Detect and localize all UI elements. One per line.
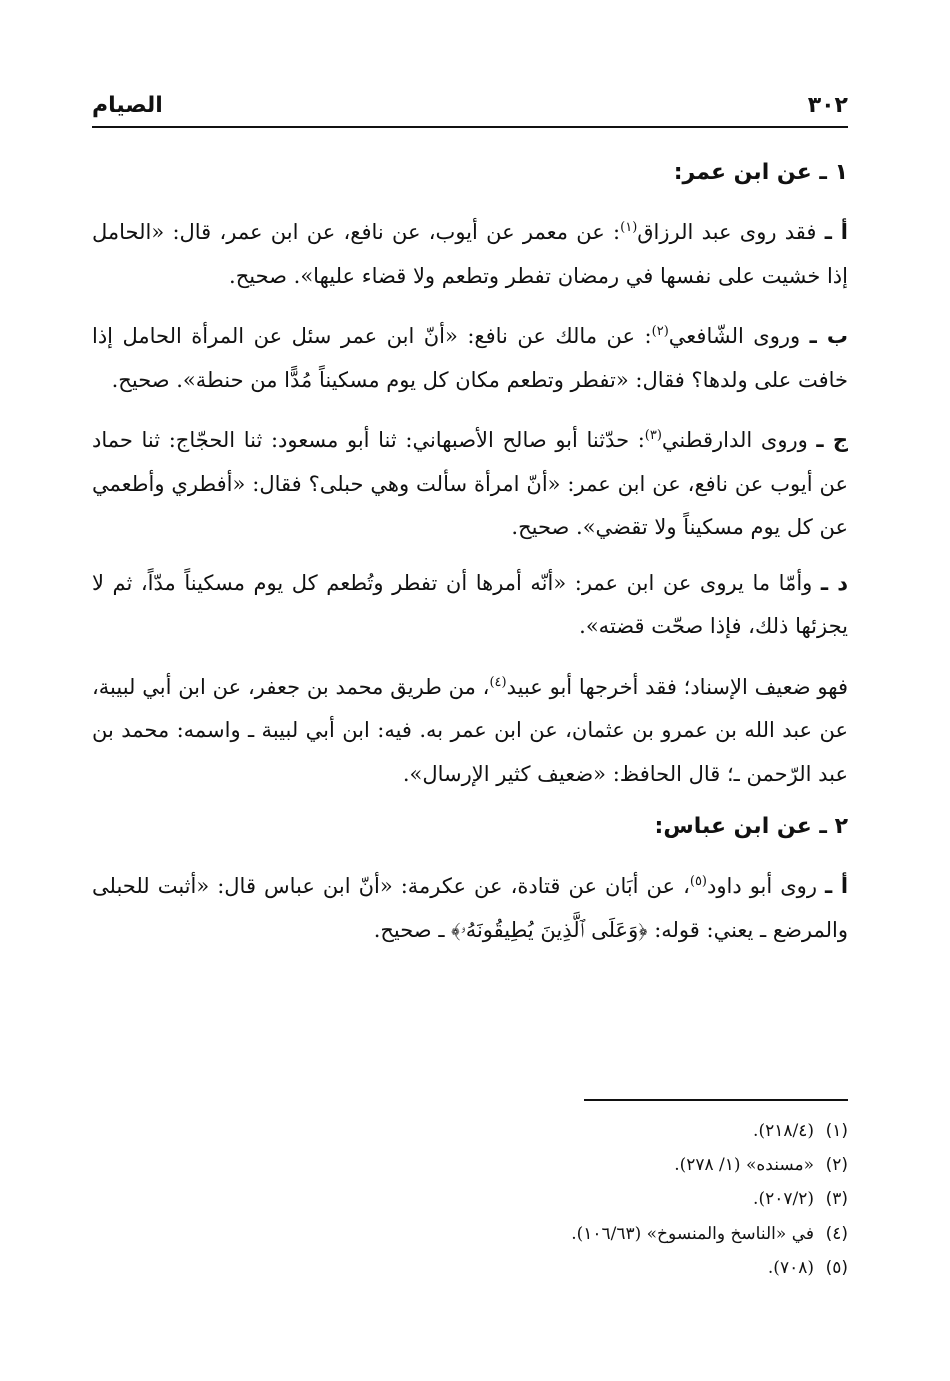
- footnote-item: [92, 1114, 848, 1148]
- paragraph-marker: ج ـ: [816, 428, 848, 452]
- paragraph-text: روى أبو داود: [707, 874, 825, 898]
- page-number: ٣٠٢: [807, 92, 848, 118]
- footnote-text: في «الناسخ والمنسوخ» (١٠٦/٦٣).: [571, 1223, 814, 1244]
- footnotes: [92, 1114, 848, 1285]
- footnote-number: (٣): [825, 1189, 848, 1210]
- paragraph-text: : عن معمر عن أيوب، عن نافع، عن ابن عمر، قال: «الحامل إذا خشيت على نفسها في رمضان تفطر وتطعم ولا قضاء عليها». صحيح.: [92, 220, 848, 288]
- footnote-item: [92, 1217, 848, 1251]
- paragraph-marker: أ ـ: [824, 874, 849, 898]
- paragraph-marker: ب ـ: [809, 324, 849, 348]
- footnote-number: (١): [825, 1121, 848, 1141]
- paragraph-text: : حدّثنا أبو صالح الأصبهاني: ثنا أبو مسعود: ثنا الحجّاج: ثنا حماد عن أيوب عن نافع، عن ابن عمر: «أنّ امرأة سألت وهي حبلى؟ فقال: «أفطري وأطعمي عن كل يوم مسكيناً ولا تقضي». صحيح.: [92, 428, 848, 539]
- paragraph-d: [92, 562, 848, 649]
- paragraph-c: [92, 414, 848, 550]
- footnote-number: (٥): [825, 1257, 848, 1278]
- footnote-text: «مسنده» (١/ ٢٧٨).: [674, 1155, 814, 1176]
- footnote-text: (٧٠٨).: [767, 1257, 814, 1278]
- footnote-ref[interactable]: (١): [620, 220, 638, 235]
- footnote-number: (٢): [825, 1155, 848, 1176]
- footnote-text: (٢٠٧/٢).: [753, 1189, 814, 1210]
- paragraph-marker: د ـ: [820, 570, 848, 595]
- footnote-item: [92, 1251, 848, 1285]
- footnote-ref[interactable]: (٥): [689, 874, 707, 889]
- main-text: [92, 146, 848, 964]
- footnote-ref[interactable]: (٢): [651, 324, 669, 339]
- footnote-text: (٢١٨/٤).: [753, 1121, 814, 1141]
- paragraph-text: : عن مالك عن نافع: «أنّ ابن عمر سئل عن المرأة الحامل إذا خافت على ولدها؟ فقال: «تفطر وتطعم مكان كل يوم مسكيناً مُدًّا من حنطة». صحيح.: [92, 324, 848, 392]
- paragraph-marker: أ ـ: [824, 220, 848, 244]
- footnote-separator: [584, 1099, 848, 1101]
- footnote-item: [92, 1182, 848, 1216]
- paragraph-text: وروى الشّافعي: [668, 324, 810, 348]
- paragraph-text: فقد روى عبد الرزاق: [637, 220, 825, 244]
- section-heading-ibn-abbas: ٢ ـ عن ابن عباس:: [654, 814, 848, 839]
- footnote-ref[interactable]: (٤): [489, 674, 507, 690]
- paragraph-b: [92, 310, 848, 402]
- paragraph-text: فهو ضعيف الإسناد؛ فقد أخرجها أبو عبيد: [506, 674, 848, 699]
- footnote-item: [92, 1148, 848, 1182]
- page-header: [92, 84, 848, 128]
- paragraph-text: ، عن أبَان عن قتادة، عن عكرمة: «أنّ ابن عباس قال: «أثبت للحبلى والمرضع ـ يعني: قوله: ﴿وَعَلَى ٱلَّذِينَ يُطِيقُونَهُۥ﴾ ـ صحيح.: [92, 874, 848, 942]
- chapter-title: الصيام: [92, 92, 163, 118]
- paragraph-text: وروى الدارقطني: [661, 428, 817, 452]
- paragraph-a: [92, 206, 848, 298]
- paragraph-text: ، من طريق محمد بن جعفر، عن ابن أبي لبيبة، عن عبد الله بن عمرو بن عثمان، عن ابن عمر به. فيه: ابن أبي لبيبة ـ واسمه: محمد بن عبد الرّحمن ـ؛ قال الحافظ: «ضعيف كثير الإرسال».: [92, 674, 848, 786]
- paragraph-e: [92, 661, 848, 797]
- footnote-ref[interactable]: (٣): [644, 428, 662, 443]
- footnote-number: (٤): [825, 1223, 848, 1244]
- section-heading-ibn-umar: ١ ـ عن ابن عمر:: [673, 160, 848, 185]
- paragraph-text: وأمّا ما يروى عن ابن عمر: «أنّه أمرها أن تفطر وتُطعم كل يوم مسكيناً مدّاً، ثم لا يجزئها ذلك، فإذا صحّت قضته».: [92, 570, 848, 638]
- paragraph-abbas-a: [92, 860, 848, 952]
